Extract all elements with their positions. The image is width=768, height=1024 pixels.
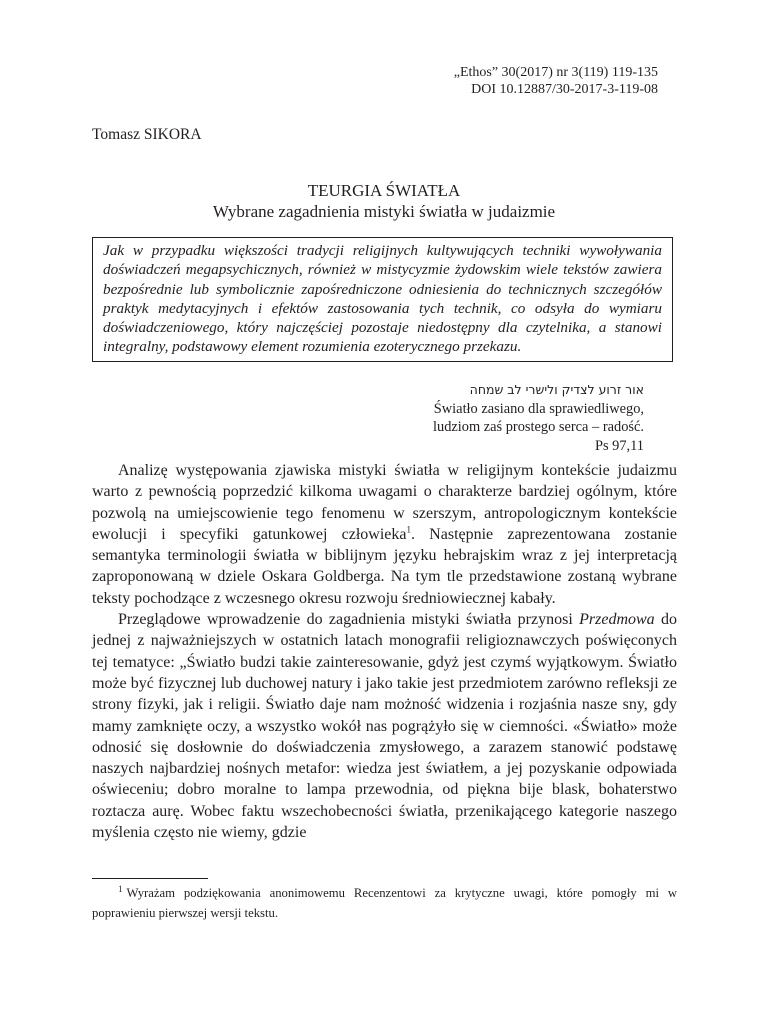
article-subtitle: Wybrane zagadnienia mistyki światła w judaizmie (212, 202, 556, 221)
footnote-mark: 1 (118, 884, 123, 894)
footnote-divider (92, 878, 208, 879)
author-name: Tomasz SIKORA (92, 126, 202, 143)
motto-line-2: ludziom zaś prostego serca – radość. (433, 419, 644, 435)
journal-doi: DOI 10.12887/30-2017-3-119-08 (471, 82, 658, 97)
paragraph-1-text-b: . Następnie zaprezentowana zostanie semantyka terminologii światła w biblijnym języku hebrajskim wraz z jej interpretacją zaproponowaną w dziele Oskara Goldberga. Na tym tle przedstawione zostaną wybrane teksty pochodzące z wczesnego okresu rozwoju średniowiecznej kabały. (92, 525, 678, 607)
title-block (92, 180, 676, 222)
paragraph-1 (92, 460, 677, 609)
footnote-reference: 1 (406, 524, 411, 535)
journal-reference (454, 64, 658, 98)
emphasized-title: Przedmowa (579, 611, 655, 629)
motto-line-1: Światło zasiano dla sprawiedliwego, (433, 400, 644, 417)
footnote (92, 880, 677, 923)
footnote-text: Wyrażam podziękowania anonimowemu Recenzentowi za krytyczne uwagi, które pomogły mi w poprawieniu pierwszej wersji tekstu. (92, 886, 677, 920)
article-title: TEURGIA ŚWIATŁA (307, 181, 461, 200)
journal-citation: „Ethos” 30(2017) nr 3(119) 119-135 (453, 65, 658, 80)
motto (433, 381, 644, 455)
paragraph-2-text-b: do jednej z najważniejszych w ostatnich latach monografii religioznawczych poświęconych tej tematyce: „Światło budzi takie zainteresowanie, gdyż jest czymś wyjątkowym. Światło może być fizycznej lub duchowej natury i jako takie jest przedmiotem zarówno refleksji ze strony fizyki, jak i religii. Światło daje nam możność widzenia i rozjaśnia nasze sny, gdy mamy zamknięte oczy, a wszystko wokół nas pogrążyło się w ciemności. «Światło» może odnosić się dosłownie do doświadczenia zmysłowego, a zarazem stanowić podstawę naszych najbardziej nośnych metafor: wiedza jest światłem, a jej pozyskanie odpowiada oświeceniu; dobro moralne to lampa przewodnia, od piękna bije blask, bohaterstwo roztacza aurę. Wobec faktu wszechobecności światła, przenikającego kategorie naszego myślenia często nie wiemy, gdzie (92, 611, 678, 842)
body-text (92, 460, 677, 843)
paragraph-2-text-a: Przeglądowe wprowadzenie do zagadnienia mistyki światła przynosi (118, 611, 580, 629)
motto-hebrew: אור זרוע לצדיק ולישרי לב שמחה (469, 382, 644, 397)
paragraph-2 (92, 609, 677, 843)
motto-source: Ps 97,11 (594, 437, 644, 454)
abstract-box: Jak w przypadku większości tradycji religijnych kultywujących techniki wywoływania doświadczeń megapsychicznych, również w mistycyzmie żydowskim wiele tekstów zawiera bezpośrednie lub symbolicznie zapośredniczone odniesienia do technicznych szczegółów praktyk medytacyjnych i efektów zastosowania tych technik, co odsyła do wymiaru doświadczeniowego, który najczęściej pozostaje niedostępny dla czytelnika, a stanowi integralny, podstawowy element rozumienia ezoterycznego przekazu. (92, 237, 673, 362)
paragraph-1-text-a: Analizę występowania zjawiska mistyki światła w religijnym kontekście judaizmu warto z pewnością poprzedzić kilkoma uwagami o charakterze bardziej ogólnym, które pozwolą na umiejscowienie tego fenomenu w szerszym, antropologicznym kontekście ewolucji i specyfiki gatunkowej człowieka (92, 462, 677, 543)
